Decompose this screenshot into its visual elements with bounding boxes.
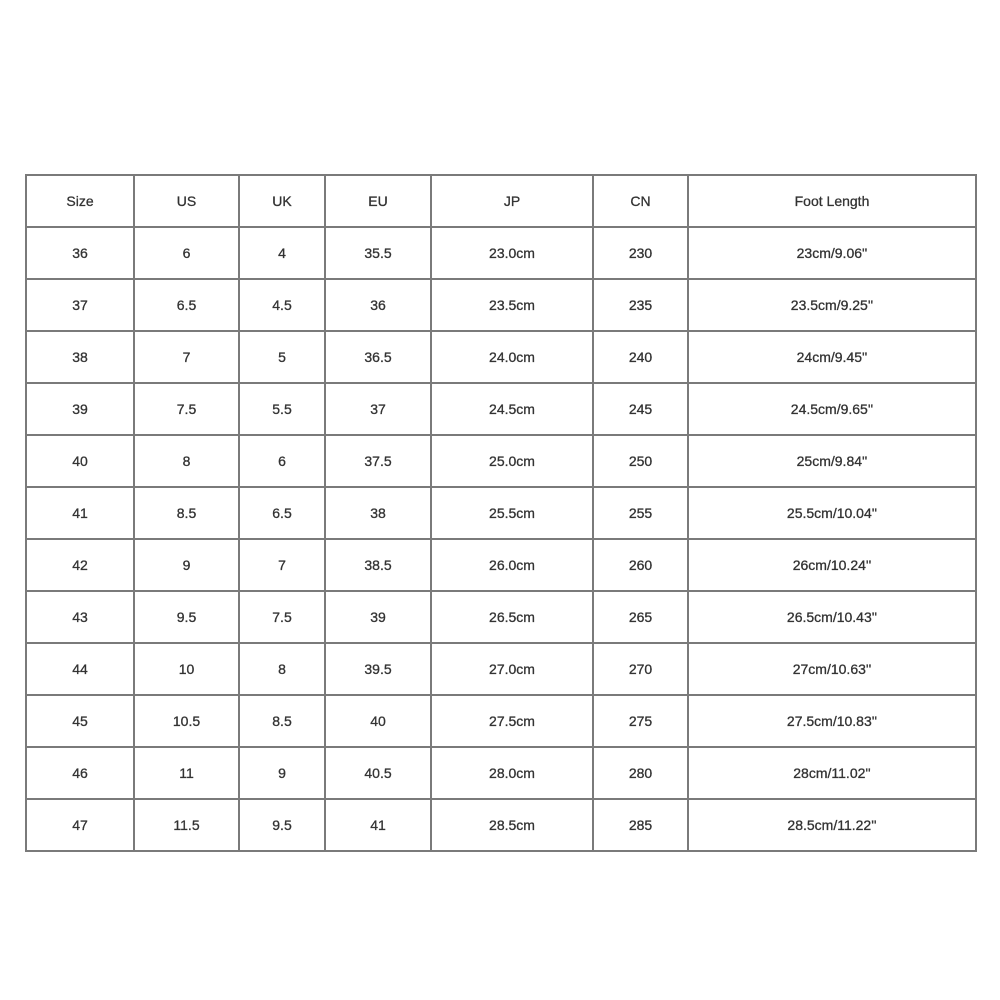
cell-foot-length: 24cm/9.45'' bbox=[688, 331, 976, 383]
cell-foot-length: 23.5cm/9.25'' bbox=[688, 279, 976, 331]
column-header-size: Size bbox=[26, 175, 134, 227]
cell-eu: 40 bbox=[325, 695, 431, 747]
cell-eu: 35.5 bbox=[325, 227, 431, 279]
table-row bbox=[26, 799, 976, 851]
cell-cn: 255 bbox=[593, 487, 688, 539]
cell-uk: 5 bbox=[239, 331, 325, 383]
cell-size: 38 bbox=[26, 331, 134, 383]
table-header-row bbox=[26, 175, 976, 227]
cell-size: 47 bbox=[26, 799, 134, 851]
cell-us: 7.5 bbox=[134, 383, 239, 435]
cell-cn: 275 bbox=[593, 695, 688, 747]
cell-eu: 39 bbox=[325, 591, 431, 643]
cell-cn: 265 bbox=[593, 591, 688, 643]
cell-size: 43 bbox=[26, 591, 134, 643]
cell-size: 40 bbox=[26, 435, 134, 487]
column-header-us: US bbox=[134, 175, 239, 227]
table-row bbox=[26, 227, 976, 279]
cell-cn: 280 bbox=[593, 747, 688, 799]
cell-uk: 8 bbox=[239, 643, 325, 695]
cell-uk: 4 bbox=[239, 227, 325, 279]
cell-cn: 270 bbox=[593, 643, 688, 695]
size-chart-table bbox=[25, 174, 977, 852]
cell-foot-length: 24.5cm/9.65'' bbox=[688, 383, 976, 435]
cell-foot-length: 25.5cm/10.04'' bbox=[688, 487, 976, 539]
cell-cn: 240 bbox=[593, 331, 688, 383]
cell-us: 9 bbox=[134, 539, 239, 591]
cell-us: 11.5 bbox=[134, 799, 239, 851]
cell-uk: 4.5 bbox=[239, 279, 325, 331]
cell-us: 11 bbox=[134, 747, 239, 799]
table-row bbox=[26, 383, 976, 435]
cell-jp: 23.0cm bbox=[431, 227, 593, 279]
cell-uk: 8.5 bbox=[239, 695, 325, 747]
cell-uk: 7 bbox=[239, 539, 325, 591]
column-header-foot-length: Foot Length bbox=[688, 175, 976, 227]
cell-us: 10.5 bbox=[134, 695, 239, 747]
cell-foot-length: 27.5cm/10.83'' bbox=[688, 695, 976, 747]
cell-foot-length: 26.5cm/10.43'' bbox=[688, 591, 976, 643]
cell-cn: 235 bbox=[593, 279, 688, 331]
cell-foot-length: 26cm/10.24'' bbox=[688, 539, 976, 591]
table-row bbox=[26, 695, 976, 747]
cell-size: 44 bbox=[26, 643, 134, 695]
cell-eu: 39.5 bbox=[325, 643, 431, 695]
table-row bbox=[26, 747, 976, 799]
column-header-eu: EU bbox=[325, 175, 431, 227]
cell-us: 8.5 bbox=[134, 487, 239, 539]
cell-size: 45 bbox=[26, 695, 134, 747]
cell-eu: 40.5 bbox=[325, 747, 431, 799]
table-row bbox=[26, 279, 976, 331]
table-row bbox=[26, 591, 976, 643]
column-header-jp: JP bbox=[431, 175, 593, 227]
cell-foot-length: 25cm/9.84'' bbox=[688, 435, 976, 487]
cell-us: 6.5 bbox=[134, 279, 239, 331]
cell-cn: 250 bbox=[593, 435, 688, 487]
cell-us: 10 bbox=[134, 643, 239, 695]
cell-jp: 25.5cm bbox=[431, 487, 593, 539]
cell-jp: 27.5cm bbox=[431, 695, 593, 747]
cell-eu: 37 bbox=[325, 383, 431, 435]
table-row bbox=[26, 643, 976, 695]
cell-jp: 23.5cm bbox=[431, 279, 593, 331]
cell-cn: 260 bbox=[593, 539, 688, 591]
cell-uk: 6.5 bbox=[239, 487, 325, 539]
cell-jp: 27.0cm bbox=[431, 643, 593, 695]
cell-us: 8 bbox=[134, 435, 239, 487]
cell-size: 41 bbox=[26, 487, 134, 539]
table-row bbox=[26, 539, 976, 591]
cell-cn: 245 bbox=[593, 383, 688, 435]
cell-uk: 9 bbox=[239, 747, 325, 799]
cell-uk: 6 bbox=[239, 435, 325, 487]
cell-size: 36 bbox=[26, 227, 134, 279]
cell-us: 9.5 bbox=[134, 591, 239, 643]
column-header-uk: UK bbox=[239, 175, 325, 227]
cell-eu: 36.5 bbox=[325, 331, 431, 383]
cell-foot-length: 27cm/10.63'' bbox=[688, 643, 976, 695]
table-row bbox=[26, 331, 976, 383]
cell-cn: 230 bbox=[593, 227, 688, 279]
cell-eu: 36 bbox=[325, 279, 431, 331]
cell-size: 46 bbox=[26, 747, 134, 799]
cell-size: 39 bbox=[26, 383, 134, 435]
cell-eu: 37.5 bbox=[325, 435, 431, 487]
cell-jp: 25.0cm bbox=[431, 435, 593, 487]
cell-foot-length: 28.5cm/11.22'' bbox=[688, 799, 976, 851]
cell-jp: 26.5cm bbox=[431, 591, 593, 643]
cell-jp: 26.0cm bbox=[431, 539, 593, 591]
cell-us: 7 bbox=[134, 331, 239, 383]
cell-eu: 41 bbox=[325, 799, 431, 851]
cell-size: 42 bbox=[26, 539, 134, 591]
cell-jp: 24.0cm bbox=[431, 331, 593, 383]
cell-jp: 28.0cm bbox=[431, 747, 593, 799]
cell-cn: 285 bbox=[593, 799, 688, 851]
cell-foot-length: 28cm/11.02'' bbox=[688, 747, 976, 799]
cell-uk: 5.5 bbox=[239, 383, 325, 435]
cell-jp: 28.5cm bbox=[431, 799, 593, 851]
cell-uk: 9.5 bbox=[239, 799, 325, 851]
cell-uk: 7.5 bbox=[239, 591, 325, 643]
cell-foot-length: 23cm/9.06'' bbox=[688, 227, 976, 279]
table-row bbox=[26, 435, 976, 487]
cell-eu: 38.5 bbox=[325, 539, 431, 591]
cell-jp: 24.5cm bbox=[431, 383, 593, 435]
table-row bbox=[26, 487, 976, 539]
cell-us: 6 bbox=[134, 227, 239, 279]
cell-size: 37 bbox=[26, 279, 134, 331]
cell-eu: 38 bbox=[325, 487, 431, 539]
column-header-cn: CN bbox=[593, 175, 688, 227]
